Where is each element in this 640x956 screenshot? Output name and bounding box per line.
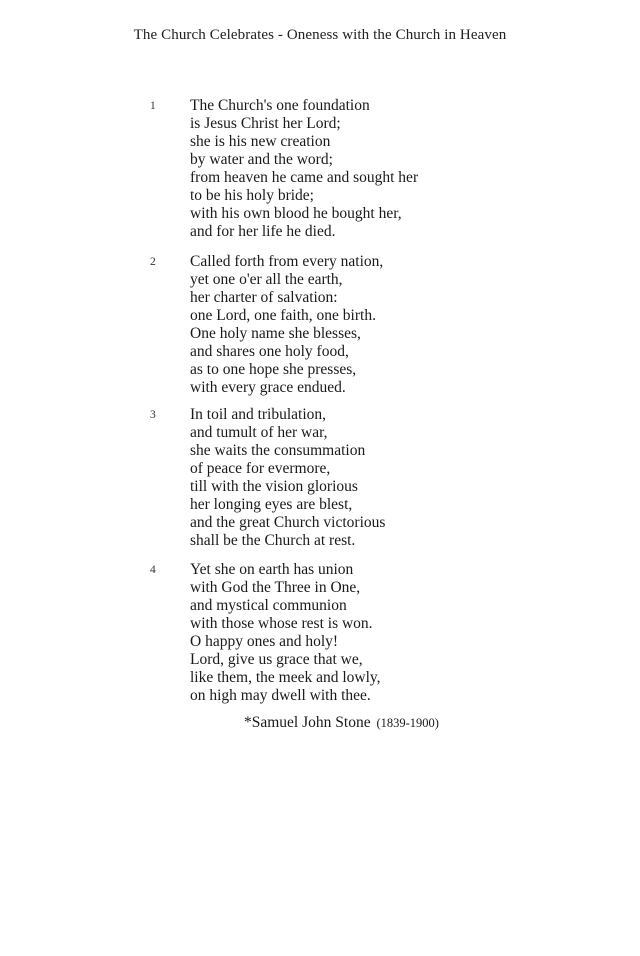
hymn-line: yet one o'er all the earth, xyxy=(190,271,343,288)
author-attribution xyxy=(244,714,439,732)
hymn-line: to be his holy bride; xyxy=(190,187,314,204)
hymn-line: with those whose rest is won. xyxy=(190,615,373,632)
stanza-number: 3 xyxy=(150,409,156,421)
hymn-line: with every grace endued. xyxy=(190,379,346,396)
stanza-lines xyxy=(190,406,385,550)
hymn-line: In toil and tribulation, xyxy=(190,406,327,423)
hymn-line: The Church's one foundation xyxy=(190,97,370,114)
hymn-line: from heaven he came and sought her xyxy=(190,169,419,186)
hymn-line: Lord, give us grace that we, xyxy=(190,651,363,668)
hymn-line: Yet she on earth has union xyxy=(190,561,354,578)
author-dates: (1839-1900) xyxy=(376,716,439,730)
hymn-line: like them, the meek and lowly, xyxy=(190,669,381,686)
hymn-line: her charter of salvation: xyxy=(190,289,338,306)
hymn-line: Called forth from every nation, xyxy=(190,253,384,270)
hymn-line: and mystical communion xyxy=(190,597,347,614)
hymn-line: on high may dwell with thee. xyxy=(190,687,371,704)
page-header: The Church Celebrates - Oneness with the Church in Heaven xyxy=(133,27,507,43)
stanza-number: 2 xyxy=(150,256,156,268)
hymn-line: O happy ones and holy! xyxy=(190,633,339,650)
hymn-line: with God the Three in One, xyxy=(190,579,361,596)
hymn-line: and for her life he died. xyxy=(190,223,336,240)
stanza-number: 1 xyxy=(150,100,156,112)
hymn-line: of peace for evermore, xyxy=(190,460,331,477)
hymn-line: till with the vision glorious xyxy=(190,478,358,495)
hymn-line: is Jesus Christ her Lord; xyxy=(190,115,341,132)
stanza-lines xyxy=(190,253,383,397)
hymn-line: one Lord, one faith, one birth. xyxy=(190,307,376,324)
hymn-line: and the great Church victorious xyxy=(190,514,386,531)
hymn-line: and shares one holy food, xyxy=(190,343,349,360)
stanza-lines xyxy=(190,561,381,705)
hymn-line: she is his new creation xyxy=(190,133,331,150)
hymn-line: One holy name she blesses, xyxy=(190,325,361,342)
hymn-line: shall be the Church at rest. xyxy=(190,532,356,549)
hymn-line: with his own blood he bought her, xyxy=(190,205,402,222)
stanza-lines xyxy=(190,97,418,241)
hymn-line: by water and the word; xyxy=(190,151,333,168)
hymn-line: she waits the consummation xyxy=(190,442,366,459)
hymn-line: and tumult of her war, xyxy=(190,424,328,441)
stanza-number: 4 xyxy=(150,564,156,576)
hymn-line: as to one hope she presses, xyxy=(190,361,357,378)
hymn-line: her longing eyes are blest, xyxy=(190,496,353,513)
author-name: *Samuel John Stone xyxy=(244,714,371,731)
